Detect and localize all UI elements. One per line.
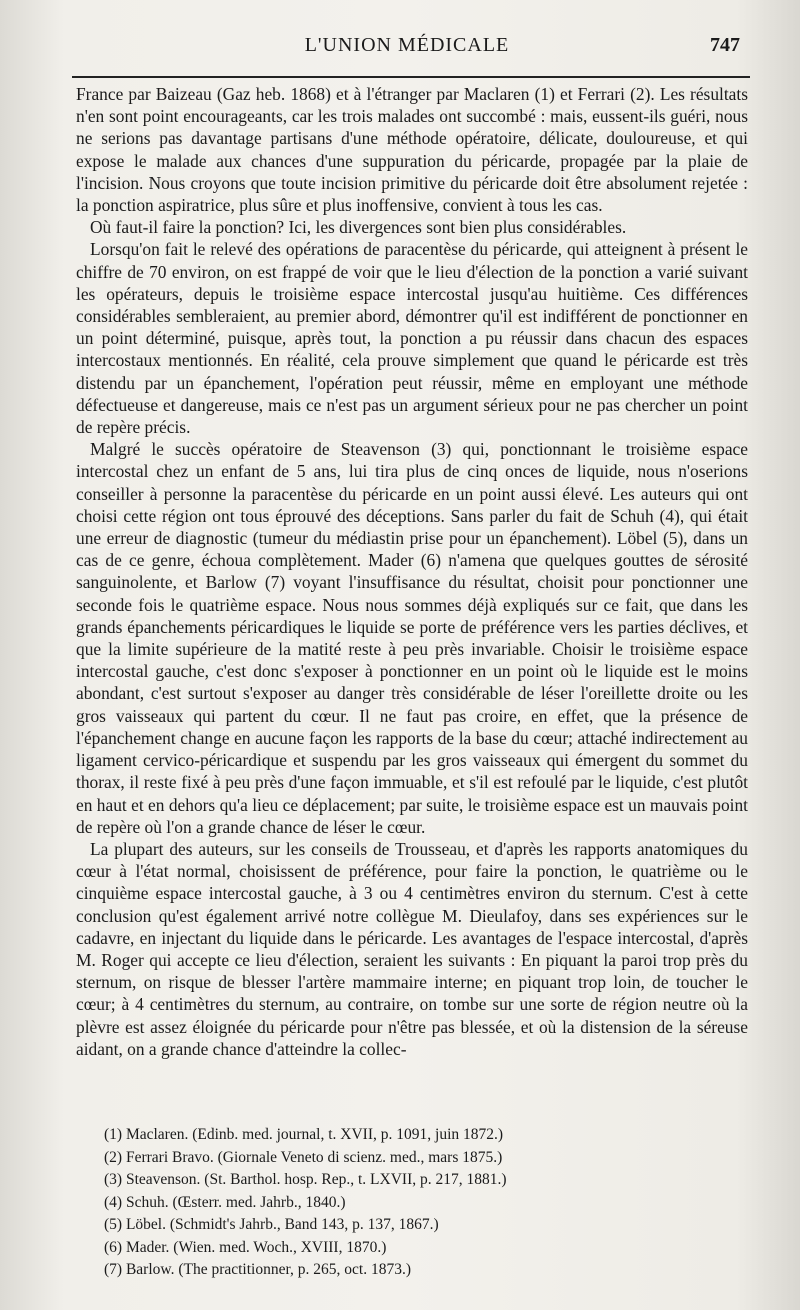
footnote-7: (7) Barlow. (The practitionner, p. 265, oct. 1873.) <box>104 1261 411 1278</box>
footnotes <box>104 1124 744 1282</box>
footnote-2: (2) Ferrari Bravo. (Giornale Veneto di scienz. med., mars 1875.) <box>104 1148 503 1166</box>
article-body <box>76 83 748 1060</box>
running-title: L'UNION MÉDICALE <box>304 34 510 56</box>
page-number: 747 <box>710 34 740 56</box>
footnote-5: (5) Löbel. (Schmidt's Jahrb., Band 143, p. 137, 1867.) <box>104 1216 439 1233</box>
paragraph-5: La plupart des auteurs, sur les conseils de Trousseau, et d'après les rapports anatomiques du cœur à l'état normal, choisissent de préférence, pour faire la ponction, le quatrième ou le cinquième espace intercostal gauche, à 3 ou 4 centimètres environ du sternum. C'est à cette conclusion qu'est également arrivé notre collègue M. Dieulafoy, dans ses expériences sur le cadavre, en injectant du liquide dans le péricarde. Les avantages de l'espace intercostal, d'après M. Roger qui accepte ce lieu d'élection, seraient les suivants : En piquant la paroi trop près du sternum, on risque de blesser l'artère mammaire interne; en piquant trop loin, de toucher le cœur; à 4 centimètres du sternum, au contraire, on tombe sur une sorte de région neutre où la plèvre est assez éloignée du péricarde pour n'être pas blessée, et où la distension de la séreuse aidant, on a grande chance d'atteindre la collec- <box>76 838 748 1059</box>
page-header <box>74 34 740 64</box>
footnote-4: (4) Schuh. (Œsterr. med. Jahrb., 1840.) <box>104 1193 346 1211</box>
paragraph-4: Malgré le succès opératoire de Steavenson (3) qui, ponctionnant le troisième espace intercostal chez un enfant de 5 ans, lui tira plus de cinq onces de liquide, nous n'oserions conseiller à personne la paracentèse du péricarde en un point aussi élevé. Les auteurs qui ont choisi cette région ont tous éprouvé des déceptions. Sans parler du fait de Schuh (4), qui était une erreur de diagnostic (tumeur du médiastin prise pour un épanchement). Löbel (5), dans un cas de ce genre, échoua complètement. Mader (6) n'amena que quelques gouttes de sérosité sanguinolente, et Barlow (7) voyant l'insuffisance du résultat, choisit pour ponctionner une seconde fois le quatrième espace. Nous nous sommes déjà expliqués sur ce fait, que dans les grands épanchements péricardiques le liquide se porte de préférence vers les parties déclives, et que la limite supérieure de la matité reste à peu près invariable. Choisir le troisième espace intercostal gauche, c'est donc s'exposer à ponctionner en un point où le liquide est le moins abondant, c'est surtout s'exposer au danger très considérable de léser l'oreillette droite ou les gros vaisseaux qui partent du cœur. Il ne faut pas croire, en effet, que la présence de l'épanchement change en aucune façon les rapports de la base du cœur; attaché indirectement au ligament cervico-péricardique et suspendu par les gros vaisseaux qui émergent du sommet du thorax, il reste fixé à peu près d'une façon immuable, et s'il est refoulé par le liquide, c'est plutôt en haut et en dehors qu'a lieu ce déplacement; par suite, le troisième espace est un mauvais point de repère où l'on a grande chance de léser le cœur. <box>76 439 748 837</box>
paragraph-2: Où faut-il faire la ponction? Ici, les divergences sont bien plus considérables. <box>90 217 627 238</box>
footnote-3: (3) Steavenson. (St. Barthol. hosp. Rep., t. LXVII, p. 217, 1881.) <box>104 1171 507 1188</box>
footnote-1: (1) Maclaren. (Edinb. med. journal, t. XVII, p. 1091, juin 1872.) <box>104 1126 504 1143</box>
paragraph-3: Lorsqu'on fait le relevé des opérations de paracentèse du péricarde, qui atteignent à présent le chiffre de 70 environ, on est frappé de voir que le lieu d'élection de la ponction a varié suivant les opérateurs, depuis le troisième espace intercostal jusqu'au huitième. Ces différences considérables sembleraient, au premier abord, démontrer qu'il est indifférent de ponctionner en un point déterminé, puisque, après tout, la ponction a pu réussir dans chacun des espaces intercostaux mentionnés. En réalité, cela prouve simplement que quand le péricarde est très distendu par un épanchement, l'opération peut réussir, même en employant une méthode défectueuse et dangereuse, mais ce n'est pas un argument sérieux pour ne pas chercher un point de repère précis. <box>76 239 748 438</box>
header-rule <box>72 76 750 78</box>
paragraph-1: France par Baizeau (Gaz heb. 1868) et à l'étranger par Maclaren (1) et Ferrari (2). Les résultats n'en sont point encourageants, car les trois malades ont succombé : mais, eussent-ils guéri, nous ne serions pas davantage partisans d'une méthode opératoire, délicate, douloureuse, et qui expose le malade aux chances d'une suppuration du péricarde, propagée par la plaie de l'incision. Nous croyons que toute incision primitive du péricarde doit être absolument rejetée : la ponction aspiratrice, plus sûre et plus inoffensive, convient à tous les cas. <box>76 84 748 216</box>
footnote-6: (6) Mader. (Wien. med. Woch., XVIII, 1870.) <box>104 1238 387 1256</box>
